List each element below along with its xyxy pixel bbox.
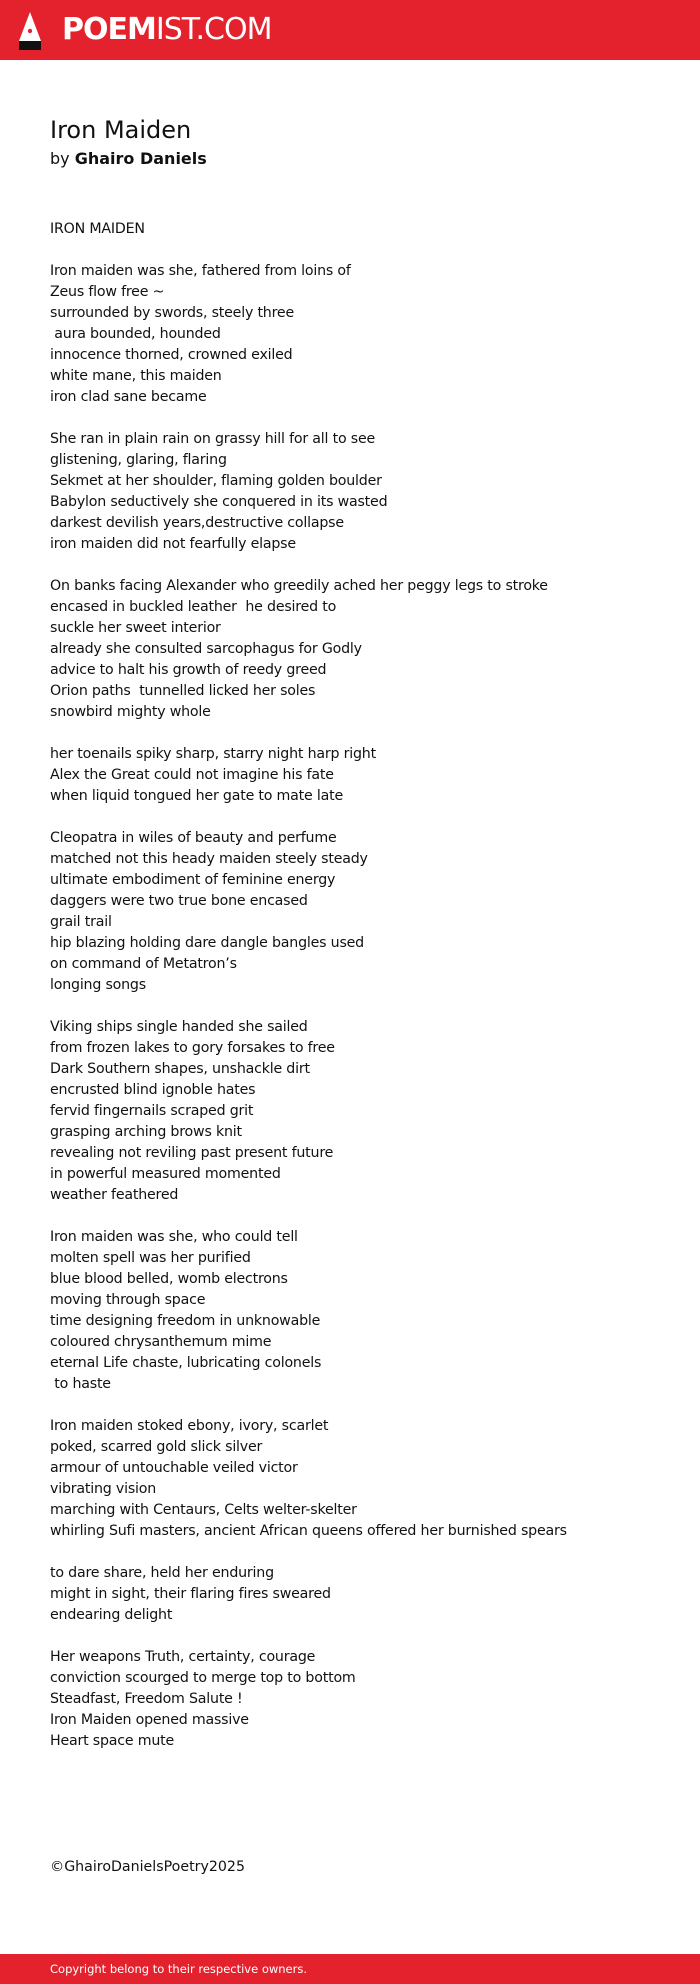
poem-line: Steadfast, Freedom Salute ! [50, 1691, 243, 1707]
by-label: by [50, 149, 70, 168]
poem-line: Viking ships single handed she sailed [50, 1019, 308, 1035]
logo-text-bold: POEM [62, 12, 156, 47]
poem-line: weather feathered [50, 1187, 179, 1203]
stanza-break [50, 240, 670, 261]
site-logo[interactable] [62, 8, 271, 52]
poem-line: marching with Centaurs, Celts welter-skelter [50, 1502, 357, 1518]
poem-line: She ran in plain rain on grassy hill for all to see [50, 431, 376, 447]
poem-line: encrusted blind ignoble hates [50, 1082, 256, 1098]
poem-line: armour of untouchable veiled victor [50, 1460, 298, 1476]
poem-line: Babylon seductively she conquered in its wasted [50, 494, 388, 510]
poem-line: already she consulted sarcophagus for Godly [50, 641, 362, 657]
poem-line: longing songs [50, 977, 146, 993]
poem-line: suckle her sweet interior [50, 620, 221, 636]
poem-line: white mane, this maiden [50, 368, 222, 384]
poem-line: daggers were two true bone encased [50, 893, 308, 909]
poem-line: when liquid tongued her gate to mate late [50, 788, 344, 804]
logo-text-light: IST.COM [155, 12, 272, 47]
author-name: Ghairo Daniels [74, 149, 207, 168]
poem-line: Her weapons Truth, certainty, courage [50, 1649, 316, 1665]
poem-line: iron maiden did not fearfully elapse [50, 536, 296, 552]
poem-line: Zeus flow free ~ [50, 284, 165, 300]
poem-line: Heart space mute [50, 1733, 175, 1749]
poem-line: matched not this heady maiden steely steady [50, 851, 368, 867]
poem-line: ultimate embodiment of feminine energy [50, 872, 336, 888]
poem-line: conviction scourged to merge top to bottom [50, 1670, 356, 1686]
stanza-break [50, 1542, 670, 1563]
poem-line: IRON MAIDEN [50, 221, 145, 237]
poem-line: molten spell was her purified [50, 1250, 251, 1266]
poem-line: glistening, glaring, flaring [50, 452, 227, 468]
poem-line: Iron maiden was she, who could tell [50, 1229, 298, 1245]
poem-line: blue blood belled, womb electrons [50, 1271, 288, 1287]
poem-line: Iron maiden stoked ebony, ivory, scarlet [50, 1418, 329, 1434]
poem-line: whirling Sufi masters, ancient African queens offered her burnished spears [50, 1523, 567, 1539]
stanza-break [50, 1626, 670, 1647]
poem-line: in powerful measured momented [50, 1166, 281, 1182]
poem-line: Alex the Great could not imagine his fate [50, 767, 334, 783]
poem-line: vibrating vision [50, 1481, 157, 1497]
poem-line: fervid fingernails scraped grit [50, 1103, 254, 1119]
poem-line: her toenails spiky sharp, starry night harp right [50, 746, 376, 762]
stanza-break [50, 1206, 670, 1227]
stanza-break [50, 408, 670, 429]
pen-nib-icon[interactable] [17, 11, 43, 51]
poem-line: might in sight, their flaring fires sweared [50, 1586, 331, 1602]
poem-body [50, 219, 670, 1752]
poem-line: hip blazing holding dare dangle bangles used [50, 935, 364, 951]
stanza-break [50, 1395, 670, 1416]
stanza-break [50, 996, 670, 1017]
poem-line: Cleopatra in wiles of beauty and perfume [50, 830, 337, 846]
poem-line: On banks facing Alexander who greedily ached her peggy legs to stroke [50, 578, 548, 594]
poem-line: grasping arching brows knit [50, 1124, 242, 1140]
poem-line: iron clad sane became [50, 389, 207, 405]
poem-line: surrounded by swords, steely three [50, 305, 294, 321]
poem-line: on command of Metatron’s [50, 956, 237, 972]
poem-line: innocence thorned, crowned exiled [50, 347, 293, 363]
site-footer [0, 1954, 700, 1984]
poem-line: Iron Maiden opened massive [50, 1712, 249, 1728]
poem-line: to dare share, held her enduring [50, 1565, 274, 1581]
poem-line: snowbird mighty whole [50, 704, 211, 720]
poem-line: moving through space [50, 1292, 206, 1308]
poem-copyright: ©GhairoDanielsPoetry2025 [50, 1859, 245, 1875]
poem-line: advice to halt his growth of reedy greed [50, 662, 327, 678]
stanza-break [50, 555, 670, 576]
poem-line: poked, scarred gold slick silver [50, 1439, 263, 1455]
poem-line: Dark Southern shapes, unshackle dirt [50, 1061, 310, 1077]
poem-line: coloured chrysanthemum mime [50, 1334, 272, 1350]
footer-copyright-text: Copyright belong to their respective owners. [50, 1962, 308, 1976]
poem-line: Iron maiden was she, fathered from loins of [50, 263, 351, 279]
poem-line: revealing not reviling past present future [50, 1145, 334, 1161]
poem-line: endearing delight [50, 1607, 173, 1623]
stanza-break [50, 807, 670, 828]
stanza-break [50, 723, 670, 744]
poem-line: Orion paths tunnelled licked her soles [50, 683, 316, 699]
poem-line: grail trail [50, 914, 112, 930]
poem-line: to haste [50, 1376, 111, 1392]
poem-line: time designing freedom in unknowable [50, 1313, 321, 1329]
poem-title: Iron Maiden [50, 116, 192, 144]
poem-line: eternal Life chaste, lubricating colonels [50, 1355, 322, 1371]
site-header [0, 0, 700, 60]
poem-line: Sekmet at her shoulder, flaming golden boulder [50, 473, 382, 489]
poem-line: darkest devilish years,destructive collapse [50, 515, 344, 531]
poem-byline [50, 148, 207, 170]
poem-line: encased in buckled leather he desired to [50, 599, 337, 615]
poem-line: aura bounded, hounded [50, 326, 221, 342]
poem-line: from frozen lakes to gory forsakes to free [50, 1040, 335, 1056]
